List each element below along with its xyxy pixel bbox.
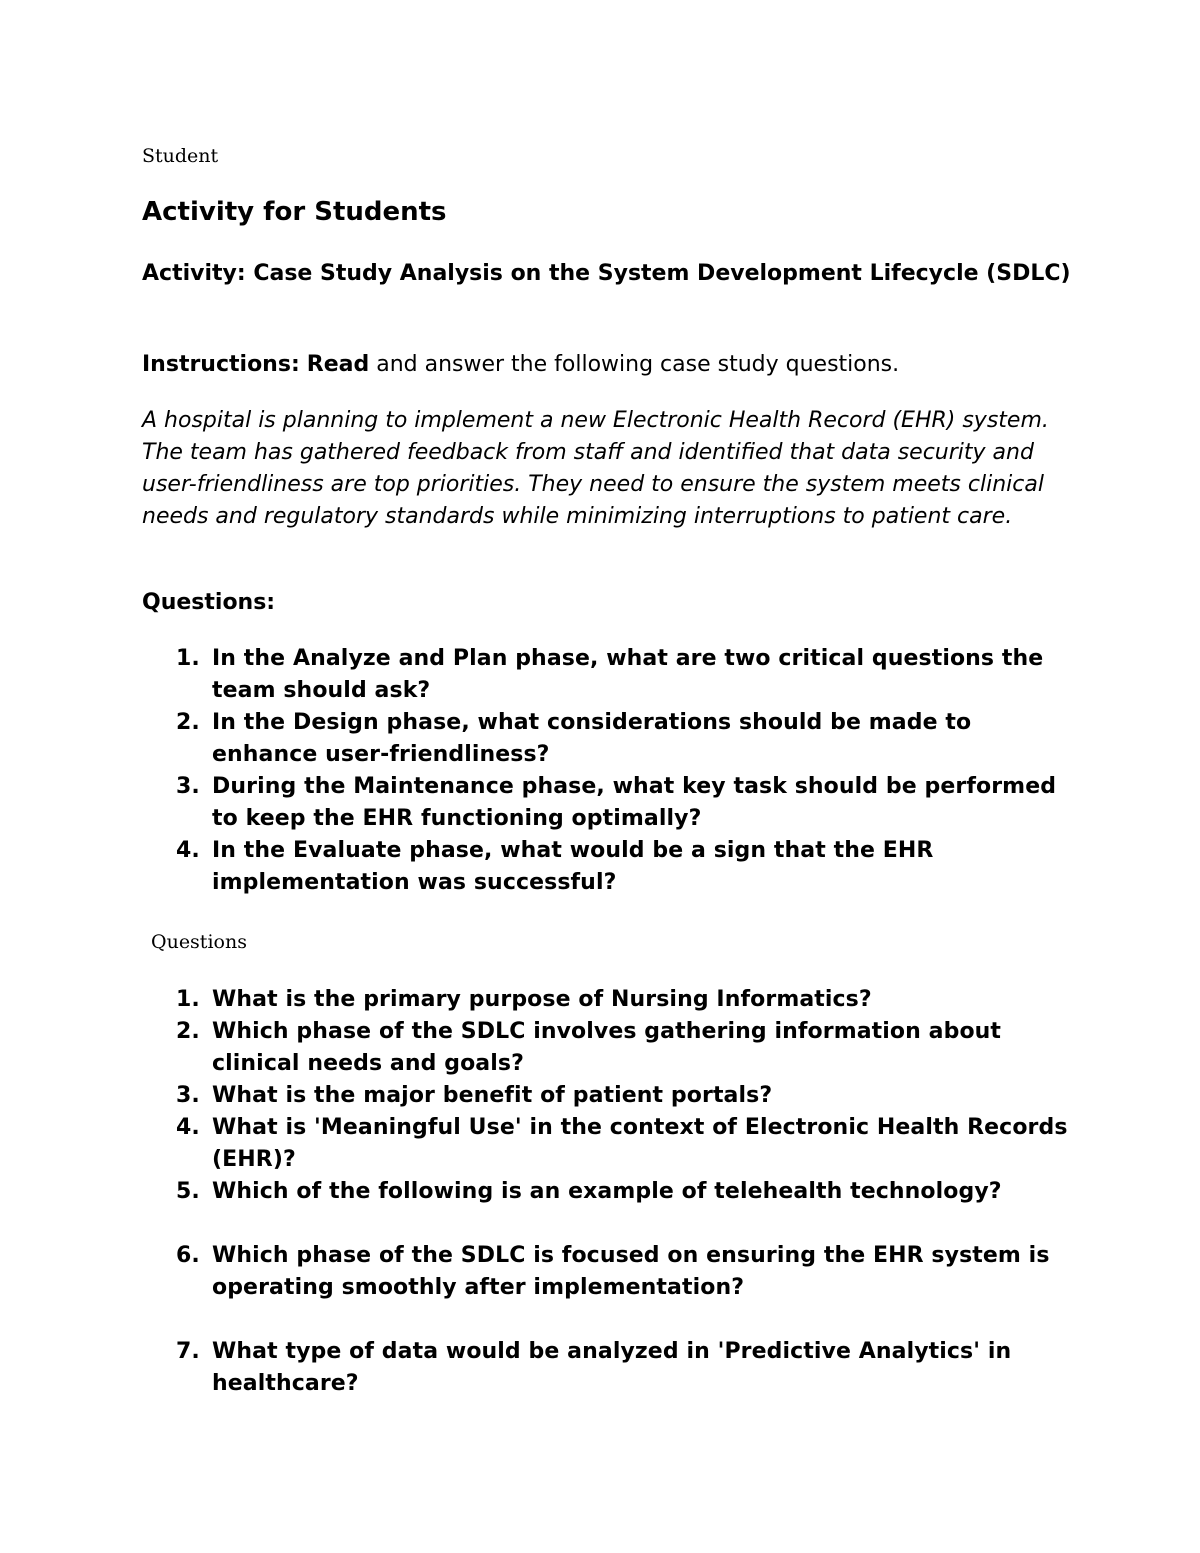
list-item xyxy=(142,771,1072,835)
list-item-number: 1. xyxy=(176,987,200,1012)
list-item-number: 6. xyxy=(176,1243,200,1268)
list-item xyxy=(142,1080,1072,1112)
case-study-paragraph: A hospital is planning to implement a new Electronic Health Record (EHR) system. The team has gathered feedback from staff and identified that data security and user-friendliness are top priorities. They need to ensure the system meets clinical needs and regulatory standards while minimizing interruptions to patient care. xyxy=(142,408,1049,529)
list-item-number: 2. xyxy=(176,1019,200,1044)
list-item xyxy=(142,1240,1072,1304)
case-questions-list xyxy=(142,643,1072,899)
list-item xyxy=(142,835,1072,899)
list-item xyxy=(142,1016,1072,1080)
instructions xyxy=(142,349,1072,381)
list-item-text: During the Maintenance phase, what key task should be performed to keep the EHR functioning optimally? xyxy=(212,774,1057,831)
list-item-number: 4. xyxy=(176,838,200,863)
list-item-number: 1. xyxy=(176,646,200,671)
list-item xyxy=(142,1336,1072,1400)
list-item-number: 3. xyxy=(176,1083,200,1108)
list-item xyxy=(142,984,1072,1016)
page-title: Activity for Students xyxy=(142,197,447,227)
list-item-number: 3. xyxy=(176,774,200,799)
list-item xyxy=(142,643,1072,707)
general-questions-list xyxy=(142,984,1072,1400)
questions-heading: Questions: xyxy=(142,590,276,615)
list-item-number: 5. xyxy=(176,1179,200,1204)
list-item-text: Which of the following is an example of telehealth technology? xyxy=(212,1179,1002,1204)
instructions-text: and answer the following case study questions. xyxy=(376,352,900,377)
list-item-text: In the Design phase, what considerations should be made to enhance user-friendliness? xyxy=(212,710,972,767)
list-item-text: Which phase of the SDLC is focused on ensuring the EHR system is operating smoothly after implementation? xyxy=(212,1243,1050,1300)
list-item xyxy=(142,707,1072,771)
list-item xyxy=(142,1176,1072,1208)
list-item xyxy=(142,1112,1072,1176)
list-item-text: What is 'Meaningful Use' in the context of Electronic Health Records (EHR)? xyxy=(212,1115,1068,1172)
questions-label: Questions xyxy=(151,931,247,953)
list-item-number: 2. xyxy=(176,710,200,735)
list-item-text: In the Analyze and Plan phase, what are two critical questions the team should ask? xyxy=(212,646,1044,703)
header-label: Student xyxy=(142,145,219,167)
list-item-text: In the Evaluate phase, what would be a sign that the EHR implementation was successful? xyxy=(212,838,934,895)
list-item-text: What is the primary purpose of Nursing Informatics? xyxy=(212,987,872,1012)
list-item-number: 4. xyxy=(176,1115,200,1140)
list-item-text: What is the major benefit of patient portals? xyxy=(212,1083,773,1108)
instructions-label: Instructions: xyxy=(142,352,300,377)
instructions-bold-word: Read xyxy=(306,352,370,377)
list-item-text: What type of data would be analyzed in 'Predictive Analytics' in healthcare? xyxy=(212,1339,1012,1396)
activity-title: Activity: Case Study Analysis on the System Development Lifecycle (SDLC) xyxy=(142,261,1071,286)
list-item-text: Which phase of the SDLC involves gathering information about clinical needs and goals? xyxy=(212,1019,1002,1076)
list-item-number: 7. xyxy=(176,1339,200,1364)
